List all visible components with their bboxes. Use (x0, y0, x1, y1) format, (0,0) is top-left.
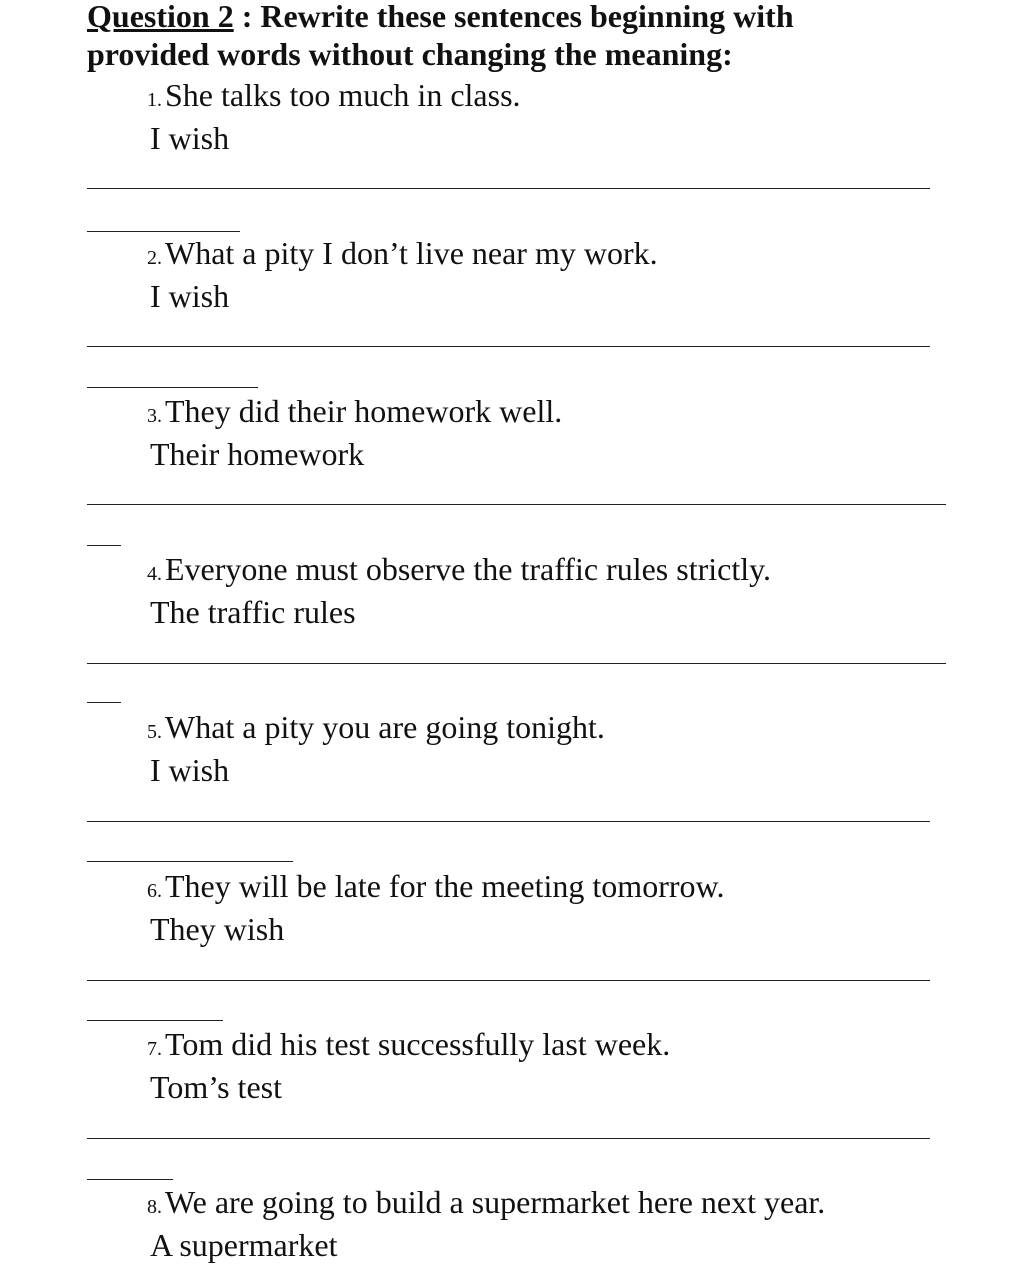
answer-line-6[interactable] (87, 980, 930, 981)
answer-line-5[interactable] (87, 821, 930, 822)
answer-line-1[interactable] (87, 188, 930, 189)
item-text: What a pity I don’t live near my work. (165, 235, 658, 271)
exercise-item-8 (147, 1183, 967, 1264)
item-prompt: I wish (150, 278, 230, 314)
instruction-line-2: provided words without changing the meaning: (87, 36, 733, 72)
item-sentence (147, 867, 967, 910)
exercise-item-1 (147, 76, 967, 157)
answer-line-4[interactable] (87, 663, 946, 664)
item-number: 6. (147, 880, 162, 902)
item-number: 2. (147, 247, 162, 269)
item-text: She talks too much in class. (165, 77, 521, 113)
item-text: Everyone must observe the traffic rules strictly. (165, 551, 772, 587)
item-sentence (147, 392, 967, 435)
answer-line-1-continuation[interactable] (87, 231, 240, 232)
answer-line-5-continuation[interactable] (87, 861, 293, 862)
answer-line-3-continuation[interactable] (87, 545, 121, 546)
item-number: 4. (147, 563, 162, 585)
exercise-item-3 (147, 392, 967, 473)
answer-line-7-continuation[interactable] (87, 1179, 173, 1180)
answer-line-3[interactable] (87, 504, 946, 505)
item-number: 7. (147, 1038, 162, 1060)
item-text: They will be late for the meeting tomorrow. (165, 868, 725, 904)
question-label: Question 2 (87, 0, 234, 34)
item-number: 5. (147, 721, 162, 743)
exercise-item-7 (147, 1025, 967, 1106)
item-sentence (147, 550, 967, 593)
item-sentence (147, 708, 967, 751)
answer-line-2[interactable] (87, 346, 930, 347)
item-text: They did their homework well. (165, 393, 563, 429)
question-heading (87, 0, 794, 35)
item-prompt: They wish (150, 911, 285, 947)
answer-line-2-continuation[interactable] (87, 387, 258, 388)
item-text: What a pity you are going tonight. (165, 709, 605, 745)
instruction-line-1: Rewrite these sentences beginning with (260, 0, 794, 34)
answer-line-7[interactable] (87, 1138, 930, 1139)
item-prompt: The traffic rules (150, 594, 356, 630)
item-prompt: I wish (150, 752, 230, 788)
answer-line-4-continuation[interactable] (87, 702, 121, 703)
exercise-item-4 (147, 550, 967, 631)
item-prompt: A supermarket (150, 1227, 338, 1263)
item-number: 3. (147, 405, 162, 427)
item-sentence (147, 76, 967, 119)
exercise-item-2 (147, 234, 967, 315)
item-prompt: Tom’s test (150, 1069, 282, 1105)
item-prompt: Their homework (150, 436, 365, 472)
item-number: 1. (147, 89, 162, 111)
item-text: Tom did his test successfully last week. (165, 1026, 671, 1062)
answer-line-6-continuation[interactable] (87, 1020, 223, 1021)
item-text: We are going to build a supermarket here next year. (165, 1184, 826, 1220)
item-prompt: I wish (150, 120, 230, 156)
item-sentence (147, 1025, 967, 1068)
item-sentence (147, 1183, 967, 1226)
item-sentence (147, 234, 967, 277)
item-number: 8. (147, 1196, 162, 1218)
exercise-item-5 (147, 708, 967, 789)
exercise-item-6 (147, 867, 967, 948)
question-separator: : (233, 0, 261, 34)
